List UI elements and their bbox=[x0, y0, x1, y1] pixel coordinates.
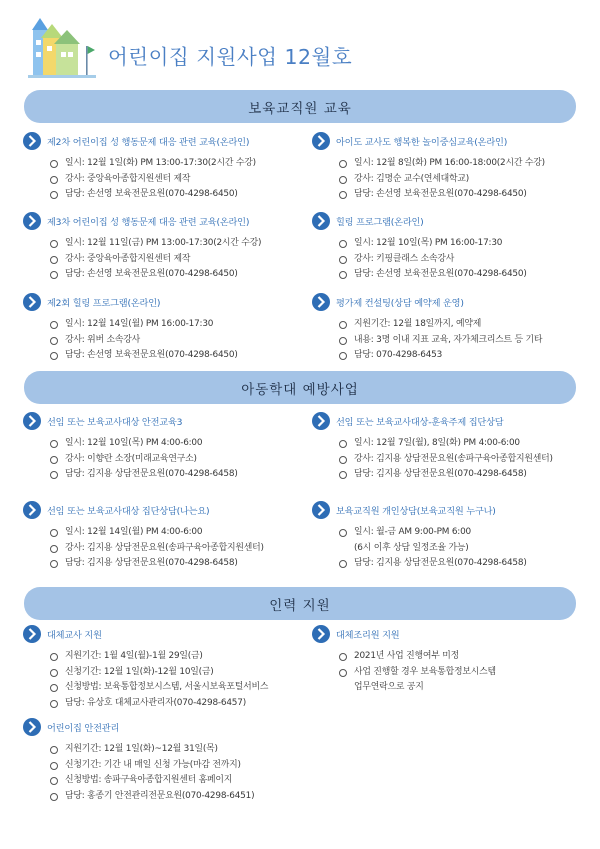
detail-line: 강사: 중앙육아종합지원센터 제작 bbox=[50, 172, 292, 188]
circle-bullet-icon bbox=[50, 352, 58, 360]
chevron-right-circle-icon bbox=[22, 131, 42, 151]
detail-line: 일시: 12월 14일(월) PM 16:00-17:30 bbox=[50, 317, 292, 333]
detail-line: 내용: 3명 이내 지표 교육, 자가체크리스트 등 기타 bbox=[339, 333, 581, 349]
detail-line: 신청기간: 기간 내 매일 신청 가능(마감 전까지) bbox=[50, 758, 292, 774]
program-title: 보육교직원 개인상담(보육교직원 누구나) bbox=[336, 506, 496, 517]
detail-line: 일시: 월-금 AM 9:00-PM 6:00 bbox=[339, 525, 581, 541]
program-details bbox=[339, 156, 581, 203]
detail-line: 담당: 김지용 상담전문요원(070-4298-6458) bbox=[50, 467, 292, 483]
chevron-right-circle-icon bbox=[311, 131, 331, 151]
detail-line: 강사: 위버 소속강사 bbox=[50, 333, 292, 349]
circle-bullet-icon bbox=[339, 176, 347, 184]
program-heading bbox=[311, 211, 581, 231]
program-item bbox=[311, 292, 581, 364]
circle-bullet-icon bbox=[50, 456, 58, 464]
program-item bbox=[311, 624, 581, 696]
program-details bbox=[339, 525, 581, 572]
circle-bullet-icon bbox=[339, 337, 347, 345]
detail-line: 일시: 12월 10일(목) PM 16:00-17:30 bbox=[339, 236, 581, 252]
program-details bbox=[50, 649, 292, 711]
circle-bullet-icon bbox=[50, 700, 58, 708]
detail-line: 일시: 12월 1일(화) PM 13:00-17:30(2시간 수강) bbox=[50, 156, 292, 172]
detail-line: 2021년 사업 진행여부 미정 bbox=[339, 649, 581, 665]
program-heading bbox=[22, 411, 292, 431]
program-title: 제2회 힐링 프로그램(온라인) bbox=[47, 298, 161, 309]
circle-bullet-icon bbox=[339, 471, 347, 479]
chevron-right-circle-icon bbox=[22, 717, 42, 737]
circle-bullet-icon bbox=[339, 456, 347, 464]
detail-line: 담당: 손선영 보육전문요원(070-4298-6450) bbox=[50, 267, 292, 283]
program-details bbox=[50, 436, 292, 483]
page-header bbox=[0, 0, 600, 90]
circle-bullet-icon bbox=[339, 191, 347, 199]
chevron-right-circle-icon bbox=[22, 500, 42, 520]
program-title: 대체교사 지원 bbox=[47, 630, 102, 641]
program-heading bbox=[22, 292, 292, 312]
circle-bullet-icon bbox=[339, 240, 347, 248]
program-item bbox=[22, 211, 292, 283]
circle-bullet-icon bbox=[50, 160, 58, 168]
program-details bbox=[339, 436, 581, 483]
program-heading bbox=[22, 131, 292, 151]
program-heading bbox=[311, 500, 581, 520]
circle-bullet-icon bbox=[50, 337, 58, 345]
chevron-right-circle-icon bbox=[311, 411, 331, 431]
circle-bullet-icon bbox=[50, 240, 58, 248]
chevron-right-circle-icon bbox=[311, 624, 331, 644]
program-item bbox=[22, 624, 292, 711]
detail-line: 신청방법: 송파구육아종합지원센터 홈페이지 bbox=[50, 773, 292, 789]
detail-line: 지원기간: 1월 4일(월)-1월 29일(금) bbox=[50, 649, 292, 665]
detail-line: 담당: 손선영 보육전문요원(070-4298-6450) bbox=[50, 187, 292, 203]
circle-bullet-icon bbox=[339, 321, 347, 329]
program-item bbox=[22, 500, 292, 572]
detail-line-continued: (6시 이후 상담 일정조율 가능) bbox=[354, 542, 469, 553]
detail-line: 담당: 김지용 상담전문요원(070-4298-6458) bbox=[339, 556, 581, 572]
circle-bullet-icon bbox=[339, 529, 347, 537]
detail-line: 담당: 홍종기 안전관리전문요원(070-4298-6451) bbox=[50, 789, 292, 805]
circle-bullet-icon bbox=[339, 352, 347, 360]
detail-line: 강사: 김명순 교수(연세대학교) bbox=[339, 172, 581, 188]
detail-line: 강사: 김지용 상담전문요원(송파구육아종합지원센터) bbox=[339, 452, 581, 468]
section-banner-staff-education: 보육교직원 교육 bbox=[24, 90, 576, 123]
program-item bbox=[22, 292, 292, 364]
program-heading bbox=[22, 211, 292, 231]
program-item bbox=[22, 411, 292, 483]
program-heading bbox=[22, 717, 292, 737]
program-details bbox=[50, 236, 292, 283]
circle-bullet-icon bbox=[339, 440, 347, 448]
program-details bbox=[50, 156, 292, 203]
detail-line: 담당: 손선영 보육전문요원(070-4298-6450) bbox=[50, 348, 292, 364]
circle-bullet-icon bbox=[50, 529, 58, 537]
section-banner-staffing-support: 인력 지원 bbox=[24, 587, 576, 620]
detail-line: 강사: 키핑클래스 소속강사 bbox=[339, 252, 581, 268]
circle-bullet-icon bbox=[50, 191, 58, 199]
chevron-right-circle-icon bbox=[311, 292, 331, 312]
detail-line: 사업 진행할 경우 보육통합정보시스템 bbox=[339, 665, 581, 681]
program-heading bbox=[22, 624, 292, 644]
program-title: 힐링 프로그램(온라인) bbox=[336, 217, 424, 228]
program-item bbox=[22, 717, 292, 804]
program-details bbox=[339, 649, 581, 696]
detail-line: 일시: 12월 7일(월), 8일(화) PM 4:00-6:00 bbox=[339, 436, 581, 452]
program-heading bbox=[311, 292, 581, 312]
circle-bullet-icon bbox=[50, 746, 58, 754]
circle-bullet-icon bbox=[339, 271, 347, 279]
circle-bullet-icon bbox=[50, 653, 58, 661]
detail-line: 담당: 손선영 보육전문요원(070-4298-6450) bbox=[339, 267, 581, 283]
circle-bullet-icon bbox=[50, 176, 58, 184]
program-title: 제2차 어린이집 성 행동문제 대응 관련 교육(온라인) bbox=[47, 137, 250, 148]
detail-line: 지원기간: 12월 18일까지, 예약제 bbox=[339, 317, 581, 333]
circle-bullet-icon bbox=[50, 762, 58, 770]
program-title: 대체조리원 지원 bbox=[336, 630, 400, 641]
program-item bbox=[311, 211, 581, 283]
detail-line: 일시: 12월 11일(금) PM 13:00-17:30(2시간 수강) bbox=[50, 236, 292, 252]
detail-line: 신청방법: 보육통합정보시스템, 서울시보육포털서비스 bbox=[50, 680, 292, 696]
detail-line: 강사: 김지용 상담전문요원(송파구육아종합지원센터) bbox=[50, 541, 292, 557]
program-heading bbox=[311, 411, 581, 431]
detail-line: 강사: 이향란 소장(미래교육연구소) bbox=[50, 452, 292, 468]
program-title: 선임 또는 보육교사대상-훈육주제 집단상담 bbox=[336, 417, 504, 428]
program-item bbox=[311, 500, 581, 572]
circle-bullet-icon bbox=[50, 545, 58, 553]
circle-bullet-icon bbox=[50, 321, 58, 329]
circle-bullet-icon bbox=[50, 440, 58, 448]
circle-bullet-icon bbox=[339, 560, 347, 568]
section-banner-child-abuse-prevention: 아동학대 예방사업 bbox=[24, 371, 576, 404]
detail-line: 담당: 손선영 보육전문요원(070-4298-6450) bbox=[339, 187, 581, 203]
program-heading bbox=[311, 624, 581, 644]
program-item bbox=[22, 131, 292, 203]
circle-bullet-icon bbox=[339, 653, 347, 661]
program-title: 어린이집 안전관리 bbox=[47, 723, 120, 734]
detail-line: 담당: 070-4298-6453 bbox=[339, 348, 581, 364]
program-heading bbox=[22, 500, 292, 520]
program-item bbox=[311, 411, 581, 483]
chevron-right-circle-icon bbox=[311, 211, 331, 231]
program-title: 선임 또는 보육교사대상 안전교육3 bbox=[47, 417, 183, 428]
detail-line: 담당: 유상호 대체교사관리자(070-4298-6457) bbox=[50, 696, 292, 712]
chevron-right-circle-icon bbox=[311, 500, 331, 520]
detail-line: 일시: 12월 10일(목) PM 4:00-6:00 bbox=[50, 436, 292, 452]
program-details bbox=[50, 525, 292, 572]
houses-flag-logo bbox=[28, 16, 96, 78]
detail-line: 담당: 김지용 상담전문요원(070-4298-6458) bbox=[50, 556, 292, 572]
circle-bullet-icon bbox=[339, 160, 347, 168]
chevron-right-circle-icon bbox=[22, 624, 42, 644]
program-item bbox=[311, 131, 581, 203]
program-heading bbox=[311, 131, 581, 151]
circle-bullet-icon bbox=[50, 271, 58, 279]
chevron-right-circle-icon bbox=[22, 292, 42, 312]
chevron-right-circle-icon bbox=[22, 211, 42, 231]
program-title: 평가제 컨설팅(상담 예약제 운영) bbox=[336, 298, 464, 309]
circle-bullet-icon bbox=[50, 684, 58, 692]
detail-line-continued: 업무연락으로 공지 bbox=[354, 682, 424, 692]
program-details bbox=[339, 317, 581, 364]
circle-bullet-icon bbox=[339, 669, 347, 677]
circle-bullet-icon bbox=[50, 793, 58, 801]
circle-bullet-icon bbox=[50, 777, 58, 785]
circle-bullet-icon bbox=[50, 471, 58, 479]
detail-line: 지원기간: 12월 1일(화)~12월 31일(목) bbox=[50, 742, 292, 758]
circle-bullet-icon bbox=[50, 669, 58, 677]
circle-bullet-icon bbox=[339, 256, 347, 264]
chevron-right-circle-icon bbox=[22, 411, 42, 431]
program-details bbox=[50, 317, 292, 364]
circle-bullet-icon bbox=[50, 256, 58, 264]
detail-line: 신청기간: 12월 1일(화)-12월 10일(금) bbox=[50, 665, 292, 681]
detail-line: 담당: 김지용 상담전문요원(070-4298-6458) bbox=[339, 467, 581, 483]
detail-line: 일시: 12월 14일(월) PM 4:00-6:00 bbox=[50, 525, 292, 541]
page-title: 어린이집 지원사업 12월호 bbox=[108, 45, 353, 69]
program-details bbox=[50, 742, 292, 804]
program-title: 제3차 어린이집 성 행동문제 대응 관련 교육(온라인) bbox=[47, 217, 250, 228]
detail-line: 강사: 중앙육아종합지원센터 제작 bbox=[50, 252, 292, 268]
program-title: 선임 또는 보육교사대상 집단상담(나는요) bbox=[47, 506, 210, 517]
detail-line: 일시: 12월 8일(화) PM 16:00-18:00(2시간 수강) bbox=[339, 156, 581, 172]
circle-bullet-icon bbox=[50, 560, 58, 568]
program-title: 아이도 교사도 행복한 놀이중심교육(온라인) bbox=[336, 137, 508, 148]
program-details bbox=[339, 236, 581, 283]
